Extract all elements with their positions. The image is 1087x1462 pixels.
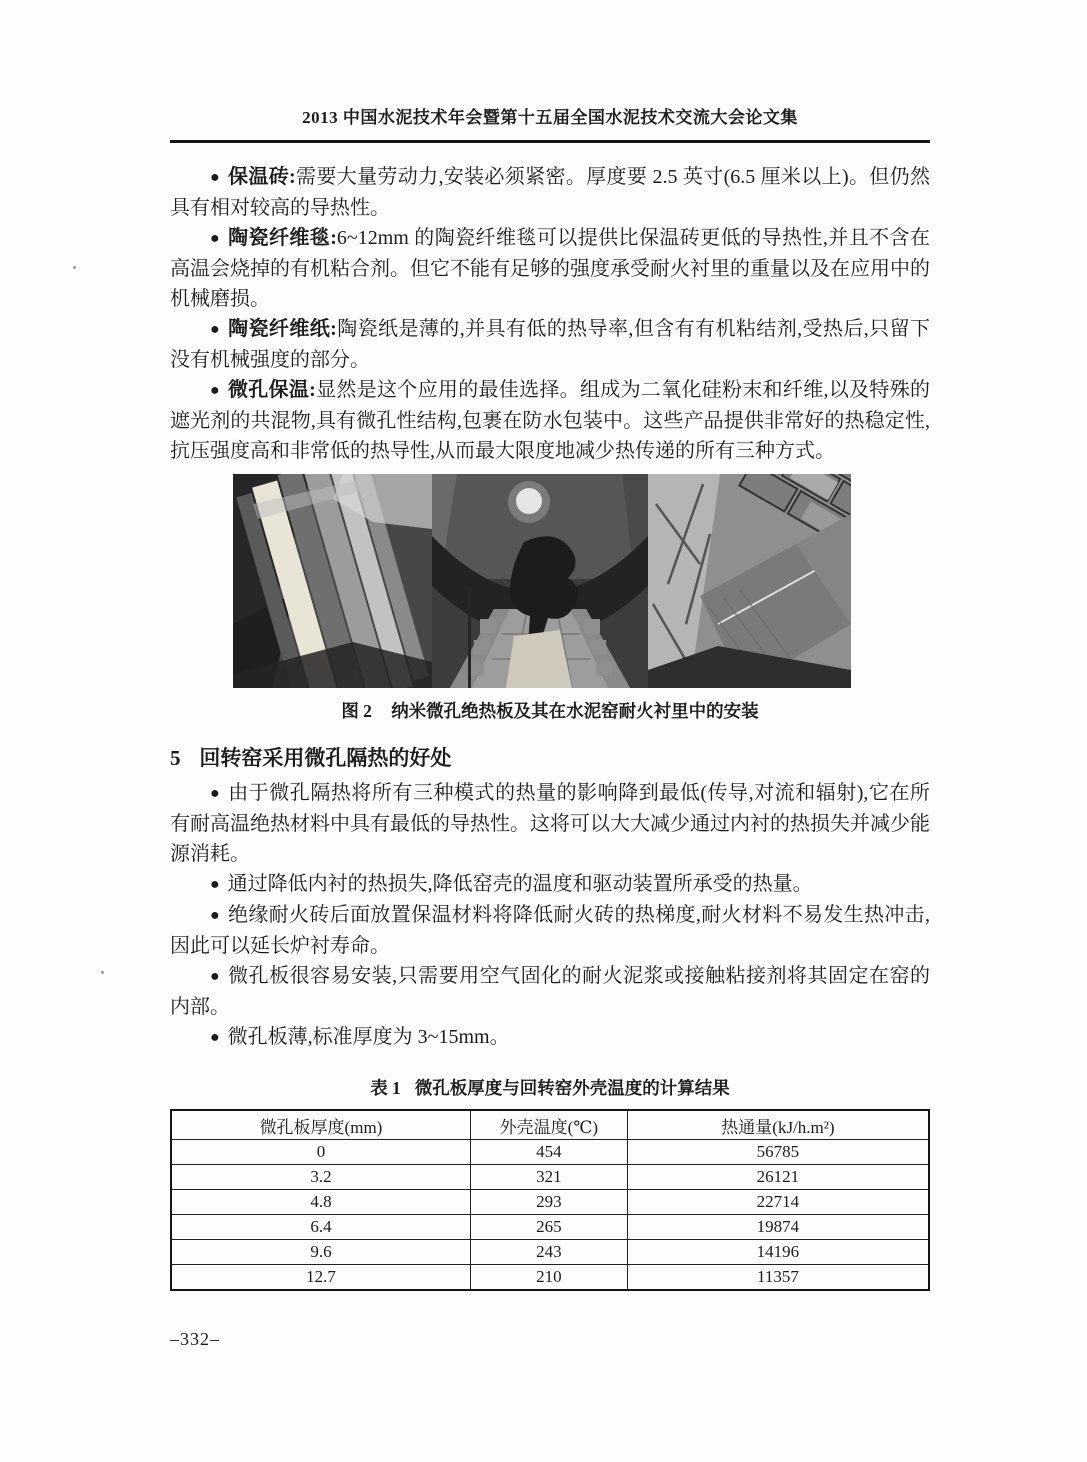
bullet-icon: ●	[210, 169, 221, 186]
table-row	[171, 1165, 929, 1190]
bullet-paragraph	[170, 1022, 930, 1053]
body-text	[170, 162, 930, 466]
paragraph-term: 保温砖:	[228, 166, 296, 188]
bullet-icon: ●	[210, 968, 221, 985]
table-title-text: 微孔板厚度与回转窑外壳温度的计算结果	[414, 1078, 730, 1098]
cell-thickness: 4.8	[171, 1190, 470, 1215]
cell-heat-flux: 19874	[627, 1215, 929, 1240]
cell-shell-temp: 265	[470, 1215, 627, 1240]
bullet-paragraph	[170, 869, 930, 900]
paragraph-text: 微孔板薄,标准厚度为 3~15mm。	[227, 1026, 510, 1048]
cell-thickness: 6.4	[171, 1215, 470, 1240]
paragraph-text: 需要大量劳动力,安装必须紧密。厚度要 2.5 英寸(6.5 厘米以上)。但仍然具有相对较高的导热性。	[170, 166, 930, 219]
bullet-paragraph	[170, 961, 930, 1022]
cell-thickness: 0	[171, 1140, 470, 1165]
paragraph-text: 陶瓷纸是薄的,并具有低的热导率,但含有有机粘结剂,受热后,只留下没有机械强度的部分。	[170, 318, 930, 371]
figure-caption-text: 纳米微孔绝热板及其在水泥窑耐火衬里中的安装	[391, 701, 759, 721]
figure-caption-label: 图 2	[341, 701, 372, 721]
bullet-icon: ●	[210, 321, 221, 338]
header-rule	[170, 140, 930, 143]
page-number: –332–	[170, 1329, 220, 1349]
cell-heat-flux: 14196	[627, 1240, 929, 1265]
cell-thickness: 3.2	[171, 1165, 470, 1190]
paragraph-text: 由于微孔隔热将所有三种模式的热量的影响降到最低(传导,对流和辐射),它在所有耐高温绝热材料中具有最低的导热性。这将可以大大减少通过内衬的热损失并减少能源消耗。	[170, 782, 930, 865]
figure-caption	[170, 698, 930, 723]
table-row	[171, 1240, 929, 1265]
microporous-insulation-boards-photo	[233, 474, 432, 688]
running-header: 2013 中国水泥技术年会暨第十五届全国水泥技术交流大会论文集	[302, 108, 798, 127]
bullet-icon: ●	[210, 876, 220, 893]
section-number: 5	[170, 746, 181, 770]
section-5-body	[170, 778, 930, 1053]
bullet-paragraph	[170, 223, 930, 314]
table-row	[171, 1265, 929, 1291]
bullet-icon: ●	[210, 907, 221, 924]
paragraph-text: 显然是这个应用的最佳选择。组成为二氧化硅粉末和纤维,以及特殊的遮光剂的共混物,具有微孔性结构,包裹在防水包装中。这些产品提供非常好的热稳定性,抗压强度高和非常低的热导性,从而最大限度地减少热传递的所有三种方式。	[170, 379, 931, 462]
paragraph-term: 陶瓷纤维毯:	[228, 227, 337, 249]
cell-thickness: 12.7	[171, 1265, 470, 1291]
paragraph-text: 绝缘耐火砖后面放置保温材料将降低耐火砖的热梯度,耐火材料不易发生热冲击,因此可以延长炉衬寿命。	[170, 904, 931, 957]
column-header: 外壳温度(℃)	[470, 1110, 627, 1140]
cell-thickness: 9.6	[171, 1240, 470, 1265]
bullet-icon: ●	[210, 785, 221, 802]
cell-shell-temp: 454	[470, 1140, 627, 1165]
bullet-paragraph	[170, 900, 930, 961]
cell-heat-flux: 56785	[627, 1140, 929, 1165]
cell-heat-flux: 26121	[627, 1165, 929, 1190]
table-row	[171, 1190, 929, 1215]
kiln-interior-installation-photo	[432, 474, 648, 688]
bullet-paragraph	[170, 375, 930, 466]
table-header-row	[171, 1110, 929, 1140]
bullet-paragraph	[170, 314, 930, 375]
table-row	[171, 1140, 929, 1165]
paragraph-term: 微孔保温:	[227, 379, 316, 401]
bullet-icon: ●	[210, 382, 220, 399]
table-label: 表 1	[370, 1078, 401, 1098]
figure-photos	[233, 474, 930, 688]
cell-heat-flux: 11357	[627, 1265, 929, 1291]
scan-speck	[101, 971, 104, 974]
column-header: 热通量(kJ/h.m²)	[627, 1110, 929, 1140]
cell-shell-temp: 243	[470, 1240, 627, 1265]
bullet-icon: ●	[210, 1029, 220, 1046]
paragraph-term: 陶瓷纤维纸:	[228, 318, 337, 340]
cell-shell-temp: 321	[470, 1165, 627, 1190]
figure-2	[170, 474, 930, 723]
section-5-heading	[170, 745, 930, 771]
cell-shell-temp: 293	[470, 1190, 627, 1215]
table-row	[171, 1215, 929, 1240]
table-1	[170, 1109, 930, 1291]
cell-heat-flux: 22714	[627, 1190, 929, 1215]
paragraph-text: 6~12mm 的陶瓷纤维毯可以提供比保温砖更低的导热性,并且不含在高温会烧掉的有机粘合剂。但它不能有足够的强度承受耐火衬里的重量以及在应用中的机械磨损。	[170, 227, 930, 310]
table-title	[170, 1075, 930, 1100]
bullet-paragraph	[170, 778, 930, 869]
refractory-brick-lining-photo	[648, 474, 851, 688]
paragraph-text: 微孔板很容易安装,只需要用空气固化的耐火泥浆或接触粘接剂将其固定在窑的内部。	[170, 965, 931, 1018]
section-title: 回转窑采用微孔隔热的好处	[199, 746, 452, 770]
column-header: 微孔板厚度(mm)	[171, 1110, 470, 1140]
bullet-paragraph	[170, 162, 930, 223]
paragraph-text: 通过降低内衬的热损失,降低窑壳的温度和驱动装置所承受的热量。	[227, 873, 813, 895]
bullet-icon: ●	[210, 230, 221, 247]
scan-speck	[73, 266, 76, 269]
cell-shell-temp: 210	[470, 1265, 627, 1291]
